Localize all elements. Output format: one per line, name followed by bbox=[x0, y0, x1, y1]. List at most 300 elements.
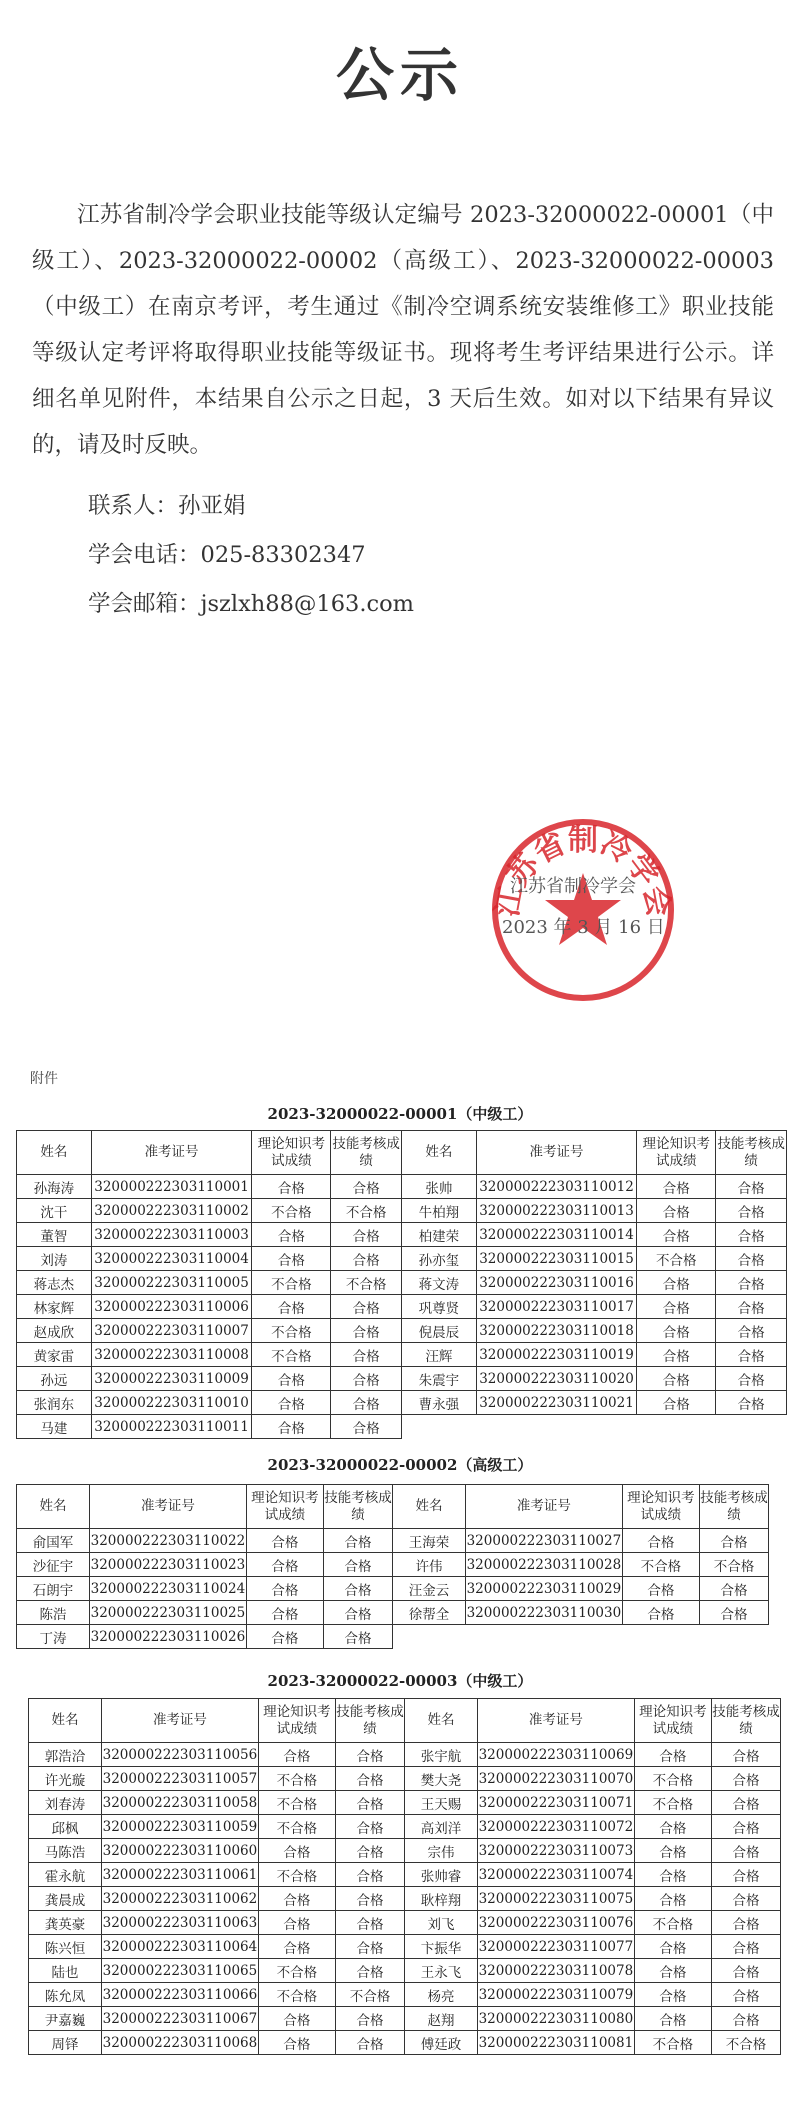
results-table-3 bbox=[28, 1698, 781, 2055]
theory-result: 合格 bbox=[634, 2007, 711, 2031]
candidate-name: 黄家雷 bbox=[17, 1343, 92, 1367]
exam-id: 320000222303110004 bbox=[91, 1247, 251, 1271]
exam-id: 320000222303110003 bbox=[91, 1223, 251, 1247]
empty-cell bbox=[622, 1625, 699, 1649]
exam-id: 320000222303110074 bbox=[478, 1863, 635, 1887]
table-row bbox=[29, 1983, 781, 2007]
empty-cell bbox=[716, 1415, 787, 1439]
candidate-name: 张帅 bbox=[401, 1175, 476, 1199]
candidate-name: 陆也 bbox=[29, 1959, 102, 1983]
theory-result: 不合格 bbox=[252, 1199, 331, 1223]
exam-id: 320000222303110060 bbox=[102, 1839, 259, 1863]
exam-id: 320000222303110011 bbox=[91, 1415, 251, 1439]
exam-id: 320000222303110024 bbox=[90, 1577, 247, 1601]
candidate-name: 曹永强 bbox=[401, 1391, 476, 1415]
table-header-row bbox=[29, 1699, 781, 1743]
skill-result: 合格 bbox=[716, 1319, 787, 1343]
theory-result: 不合格 bbox=[634, 1791, 711, 1815]
column-header: 准考证号 bbox=[102, 1699, 259, 1743]
exam-id: 320000222303110058 bbox=[102, 1791, 259, 1815]
skill-result: 合格 bbox=[324, 1553, 393, 1577]
skill-result: 合格 bbox=[712, 1911, 781, 1935]
table-row bbox=[17, 1625, 769, 1649]
svg-text:江苏省制冷学会: 江苏省制冷学会 bbox=[489, 823, 677, 920]
exam-id: 320000222303110001 bbox=[91, 1175, 251, 1199]
theory-result: 合格 bbox=[637, 1319, 716, 1343]
skill-result: 合格 bbox=[716, 1175, 787, 1199]
exam-id: 320000222303110057 bbox=[102, 1767, 259, 1791]
skill-result: 合格 bbox=[336, 1815, 405, 1839]
skill-result: 合格 bbox=[716, 1295, 787, 1319]
candidate-name: 王天赐 bbox=[404, 1791, 477, 1815]
skill-result: 合格 bbox=[700, 1577, 769, 1601]
exam-id: 320000222303110006 bbox=[91, 1295, 251, 1319]
candidate-name: 杨亮 bbox=[404, 1983, 477, 2007]
theory-result: 合格 bbox=[637, 1343, 716, 1367]
candidate-name: 马陈浩 bbox=[29, 1839, 102, 1863]
table-row bbox=[29, 1959, 781, 1983]
table-row bbox=[17, 1295, 787, 1319]
exam-id: 320000222303110079 bbox=[478, 1983, 635, 2007]
exam-id: 320000222303110063 bbox=[102, 1911, 259, 1935]
table-row bbox=[17, 1247, 787, 1271]
skill-result: 合格 bbox=[336, 1791, 405, 1815]
candidate-name: 樊大尧 bbox=[404, 1767, 477, 1791]
skill-result: 不合格 bbox=[700, 1553, 769, 1577]
exam-id: 320000222303110061 bbox=[102, 1863, 259, 1887]
column-header: 理论知识考试成绩 bbox=[258, 1699, 335, 1743]
column-header: 技能考核成绩 bbox=[331, 1131, 402, 1175]
exam-id: 320000222303110078 bbox=[478, 1959, 635, 1983]
theory-result: 合格 bbox=[258, 1839, 335, 1863]
skill-result: 不合格 bbox=[712, 2031, 781, 2055]
skill-result: 合格 bbox=[712, 1983, 781, 2007]
candidate-name: 赵翔 bbox=[404, 2007, 477, 2031]
exam-id: 320000222303110023 bbox=[90, 1553, 247, 1577]
exam-id: 320000222303110062 bbox=[102, 1887, 259, 1911]
theory-result: 合格 bbox=[252, 1175, 331, 1199]
exam-id: 320000222303110069 bbox=[478, 1743, 635, 1767]
results-table-2 bbox=[16, 1484, 769, 1649]
skill-result: 合格 bbox=[331, 1343, 402, 1367]
theory-result: 合格 bbox=[252, 1367, 331, 1391]
column-header: 理论知识考试成绩 bbox=[637, 1131, 716, 1175]
candidate-name: 林家辉 bbox=[17, 1295, 92, 1319]
skill-result: 合格 bbox=[712, 1839, 781, 1863]
theory-result: 不合格 bbox=[252, 1319, 331, 1343]
candidate-name: 陈允凤 bbox=[29, 1983, 102, 2007]
skill-result: 不合格 bbox=[331, 1199, 402, 1223]
skill-result: 合格 bbox=[331, 1319, 402, 1343]
skill-result: 合格 bbox=[712, 1743, 781, 1767]
column-header: 技能考核成绩 bbox=[716, 1131, 787, 1175]
candidate-name: 石朗宇 bbox=[17, 1577, 90, 1601]
theory-result: 合格 bbox=[252, 1391, 331, 1415]
skill-result: 合格 bbox=[331, 1175, 402, 1199]
skill-result: 合格 bbox=[331, 1391, 402, 1415]
skill-result: 合格 bbox=[700, 1529, 769, 1553]
theory-result: 合格 bbox=[637, 1271, 716, 1295]
exam-id: 320000222303110071 bbox=[478, 1791, 635, 1815]
skill-result: 合格 bbox=[716, 1391, 787, 1415]
skill-result: 合格 bbox=[336, 1935, 405, 1959]
column-header: 准考证号 bbox=[478, 1699, 635, 1743]
exam-id: 320000222303110009 bbox=[91, 1367, 251, 1391]
candidate-name: 汪金云 bbox=[392, 1577, 465, 1601]
theory-result: 合格 bbox=[246, 1553, 323, 1577]
table-row bbox=[17, 1199, 787, 1223]
candidate-name: 霍永航 bbox=[29, 1863, 102, 1887]
candidate-name: 张宇航 bbox=[404, 1743, 477, 1767]
column-header: 理论知识考试成绩 bbox=[634, 1699, 711, 1743]
exam-id: 320000222303110076 bbox=[478, 1911, 635, 1935]
skill-result: 合格 bbox=[331, 1247, 402, 1271]
table-header-row bbox=[17, 1485, 769, 1529]
candidate-name: 俞国军 bbox=[17, 1529, 90, 1553]
table-row bbox=[17, 1175, 787, 1199]
table-row bbox=[17, 1553, 769, 1577]
exam-id: 320000222303110008 bbox=[91, 1343, 251, 1367]
exam-id: 320000222303110066 bbox=[102, 1983, 259, 2007]
theory-result: 合格 bbox=[258, 2007, 335, 2031]
theory-result: 合格 bbox=[252, 1247, 331, 1271]
theory-result: 不合格 bbox=[258, 1815, 335, 1839]
exam-id: 320000222303110056 bbox=[102, 1743, 259, 1767]
skill-result: 合格 bbox=[331, 1295, 402, 1319]
empty-cell bbox=[392, 1625, 465, 1649]
column-header: 姓名 bbox=[29, 1699, 102, 1743]
exam-id: 320000222303110010 bbox=[91, 1391, 251, 1415]
candidate-name: 汪辉 bbox=[401, 1343, 476, 1367]
candidate-name: 赵成欣 bbox=[17, 1319, 92, 1343]
exam-id: 320000222303110026 bbox=[90, 1625, 247, 1649]
column-header: 理论知识考试成绩 bbox=[252, 1131, 331, 1175]
column-header: 技能考核成绩 bbox=[700, 1485, 769, 1529]
exam-id: 320000222303110012 bbox=[476, 1175, 636, 1199]
theory-result: 不合格 bbox=[258, 1791, 335, 1815]
table-row bbox=[29, 1791, 781, 1815]
table-row bbox=[29, 2007, 781, 2031]
skill-result: 不合格 bbox=[331, 1271, 402, 1295]
contact-phone: 学会电话：025-83302347 bbox=[88, 542, 366, 568]
exam-id: 320000222303110064 bbox=[102, 1935, 259, 1959]
column-header: 技能考核成绩 bbox=[712, 1699, 781, 1743]
candidate-name: 巩尊贤 bbox=[401, 1295, 476, 1319]
candidate-name: 马建 bbox=[17, 1415, 92, 1439]
theory-result: 合格 bbox=[634, 1815, 711, 1839]
skill-result: 合格 bbox=[712, 1959, 781, 1983]
exam-id: 320000222303110077 bbox=[478, 1935, 635, 1959]
page-title: 公示 bbox=[335, 41, 464, 109]
candidate-name: 耿梓翔 bbox=[404, 1887, 477, 1911]
skill-result: 合格 bbox=[716, 1223, 787, 1247]
exam-id: 320000222303110065 bbox=[102, 1959, 259, 1983]
candidate-name: 孙远 bbox=[17, 1367, 92, 1391]
table-row bbox=[29, 1767, 781, 1791]
skill-result: 合格 bbox=[331, 1367, 402, 1391]
table-header-row bbox=[17, 1131, 787, 1175]
candidate-name: 张帅睿 bbox=[404, 1863, 477, 1887]
empty-cell bbox=[466, 1625, 623, 1649]
exam-id: 320000222303110021 bbox=[476, 1391, 636, 1415]
column-header: 准考证号 bbox=[466, 1485, 623, 1529]
theory-result: 合格 bbox=[637, 1391, 716, 1415]
theory-result: 合格 bbox=[252, 1223, 331, 1247]
skill-result: 合格 bbox=[331, 1223, 402, 1247]
exam-id: 320000222303110017 bbox=[476, 1295, 636, 1319]
seal-stamp-icon bbox=[488, 815, 678, 1005]
section-title-1: 2023-32000022-00001（中级工） bbox=[267, 1105, 533, 1123]
theory-result: 合格 bbox=[634, 1887, 711, 1911]
table-row bbox=[17, 1319, 787, 1343]
skill-result: 合格 bbox=[336, 2007, 405, 2031]
exam-id: 320000222303110002 bbox=[91, 1199, 251, 1223]
theory-result: 合格 bbox=[637, 1295, 716, 1319]
skill-result: 合格 bbox=[336, 1959, 405, 1983]
skill-result: 合格 bbox=[324, 1577, 393, 1601]
theory-result: 合格 bbox=[246, 1577, 323, 1601]
theory-result: 合格 bbox=[634, 1935, 711, 1959]
skill-result: 合格 bbox=[324, 1601, 393, 1625]
candidate-name: 柏建荣 bbox=[401, 1223, 476, 1247]
seal-org-name: 江苏省制冷学会 bbox=[510, 876, 636, 897]
exam-id: 320000222303110073 bbox=[478, 1839, 635, 1863]
table-row bbox=[29, 1839, 781, 1863]
exam-id: 320000222303110020 bbox=[476, 1367, 636, 1391]
skill-result: 合格 bbox=[716, 1343, 787, 1367]
skill-result: 合格 bbox=[324, 1529, 393, 1553]
theory-result: 合格 bbox=[258, 2031, 335, 2055]
skill-result: 合格 bbox=[712, 1791, 781, 1815]
theory-result: 合格 bbox=[246, 1601, 323, 1625]
empty-cell bbox=[401, 1415, 476, 1439]
candidate-name: 刘春涛 bbox=[29, 1791, 102, 1815]
exam-id: 320000222303110005 bbox=[91, 1271, 251, 1295]
section-title-2: 2023-32000022-00002（高级工） bbox=[267, 1456, 533, 1474]
skill-result: 合格 bbox=[336, 1839, 405, 1863]
exam-id: 320000222303110007 bbox=[91, 1319, 251, 1343]
column-header: 姓名 bbox=[17, 1131, 92, 1175]
empty-cell bbox=[700, 1625, 769, 1649]
exam-id: 320000222303110014 bbox=[476, 1223, 636, 1247]
theory-result: 不合格 bbox=[258, 1863, 335, 1887]
column-header: 理论知识考试成绩 bbox=[622, 1485, 699, 1529]
table-row bbox=[29, 1911, 781, 1935]
exam-id: 320000222303110029 bbox=[466, 1577, 623, 1601]
candidate-name: 王永飞 bbox=[404, 1959, 477, 1983]
exam-id: 320000222303110072 bbox=[478, 1815, 635, 1839]
candidate-name: 孙海涛 bbox=[17, 1175, 92, 1199]
column-header: 准考证号 bbox=[90, 1485, 247, 1529]
candidate-name: 高刘洋 bbox=[404, 1815, 477, 1839]
announcement-paragraph: 江苏省制冷学会职业技能等级认定编号 2023-32000022-00001（中级工）、2023-32000022-00002（高级工）、2023-32000022-00003（中级工）在南京考评，考生通过《制冷空调系统安装维修工》职业技能等级认定考评将取得职业技能等级证书。现将考生考评结果进行公示。详细名单见附件，本结果自公示之日起，3 天后生效。如对以下结果有异议的，请及时反映。 bbox=[32, 202, 774, 458]
table-row bbox=[29, 2031, 781, 2055]
theory-result: 不合格 bbox=[258, 1767, 335, 1791]
table-row bbox=[17, 1529, 769, 1553]
candidate-name: 徐帮全 bbox=[392, 1601, 465, 1625]
candidate-name: 沙征宇 bbox=[17, 1553, 90, 1577]
exam-id: 320000222303110067 bbox=[102, 2007, 259, 2031]
candidate-name: 刘飞 bbox=[404, 1911, 477, 1935]
column-header: 技能考核成绩 bbox=[336, 1699, 405, 1743]
theory-result: 合格 bbox=[258, 1911, 335, 1935]
candidate-name: 尹嘉巍 bbox=[29, 2007, 102, 2031]
candidate-name: 许光璇 bbox=[29, 1767, 102, 1791]
skill-result: 合格 bbox=[712, 1863, 781, 1887]
skill-result: 合格 bbox=[331, 1415, 402, 1439]
exam-id: 320000222303110070 bbox=[478, 1767, 635, 1791]
table-row bbox=[17, 1223, 787, 1247]
exam-id: 320000222303110025 bbox=[90, 1601, 247, 1625]
theory-result: 合格 bbox=[634, 1959, 711, 1983]
column-header: 准考证号 bbox=[476, 1131, 636, 1175]
column-header: 技能考核成绩 bbox=[324, 1485, 393, 1529]
exam-id: 320000222303110080 bbox=[478, 2007, 635, 2031]
candidate-name: 宗伟 bbox=[404, 1839, 477, 1863]
results-table-1 bbox=[16, 1130, 787, 1439]
table-row bbox=[17, 1343, 787, 1367]
table-row bbox=[17, 1367, 787, 1391]
candidate-name: 陈兴恒 bbox=[29, 1935, 102, 1959]
theory-result: 合格 bbox=[252, 1295, 331, 1319]
theory-result: 不合格 bbox=[252, 1343, 331, 1367]
candidate-name: 倪晨辰 bbox=[401, 1319, 476, 1343]
skill-result: 合格 bbox=[712, 1935, 781, 1959]
skill-result: 合格 bbox=[324, 1625, 393, 1649]
theory-result: 不合格 bbox=[252, 1271, 331, 1295]
skill-result: 合格 bbox=[712, 1887, 781, 1911]
theory-result: 不合格 bbox=[258, 1959, 335, 1983]
theory-result: 合格 bbox=[634, 1743, 711, 1767]
skill-result: 合格 bbox=[336, 1863, 405, 1887]
candidate-name: 傅廷政 bbox=[404, 2031, 477, 2055]
candidate-name: 龚晨成 bbox=[29, 1887, 102, 1911]
theory-result: 合格 bbox=[246, 1529, 323, 1553]
candidate-name: 刘涛 bbox=[17, 1247, 92, 1271]
candidate-name: 郭浩洽 bbox=[29, 1743, 102, 1767]
candidate-name: 丁涛 bbox=[17, 1625, 90, 1649]
skill-result: 合格 bbox=[716, 1199, 787, 1223]
table-row bbox=[17, 1601, 769, 1625]
seal-date: 2023 年 3 月 16 日 bbox=[502, 917, 665, 938]
column-header: 姓名 bbox=[392, 1485, 465, 1529]
theory-result: 合格 bbox=[258, 1887, 335, 1911]
theory-result: 不合格 bbox=[634, 1911, 711, 1935]
theory-result: 合格 bbox=[634, 1863, 711, 1887]
exam-id: 320000222303110018 bbox=[476, 1319, 636, 1343]
exam-id: 320000222303110022 bbox=[90, 1529, 247, 1553]
candidate-name: 王海荣 bbox=[392, 1529, 465, 1553]
candidate-name: 董智 bbox=[17, 1223, 92, 1247]
column-header: 姓名 bbox=[404, 1699, 477, 1743]
theory-result: 合格 bbox=[258, 1743, 335, 1767]
announcement-body bbox=[32, 192, 774, 468]
candidate-name: 牛柏翔 bbox=[401, 1199, 476, 1223]
table-row bbox=[17, 1271, 787, 1295]
theory-result: 不合格 bbox=[637, 1247, 716, 1271]
empty-cell bbox=[637, 1415, 716, 1439]
exam-id: 320000222303110016 bbox=[476, 1271, 636, 1295]
theory-result: 合格 bbox=[258, 1935, 335, 1959]
table-row bbox=[17, 1391, 787, 1415]
column-header: 姓名 bbox=[401, 1131, 476, 1175]
theory-result: 合格 bbox=[634, 1983, 711, 2007]
attachment-label: 附件 bbox=[30, 1071, 58, 1087]
candidate-name: 朱震宇 bbox=[401, 1367, 476, 1391]
exam-id: 320000222303110075 bbox=[478, 1887, 635, 1911]
theory-result: 不合格 bbox=[258, 1983, 335, 2007]
skill-result: 合格 bbox=[712, 2007, 781, 2031]
theory-result: 不合格 bbox=[634, 1767, 711, 1791]
skill-result: 合格 bbox=[716, 1367, 787, 1391]
empty-cell bbox=[476, 1415, 636, 1439]
exam-id: 320000222303110013 bbox=[476, 1199, 636, 1223]
theory-result: 合格 bbox=[637, 1223, 716, 1247]
candidate-name: 沈干 bbox=[17, 1199, 92, 1223]
table-row bbox=[29, 1887, 781, 1911]
candidate-name: 蒋文涛 bbox=[401, 1271, 476, 1295]
candidate-name: 张润东 bbox=[17, 1391, 92, 1415]
section-title-3: 2023-32000022-00003（中级工） bbox=[267, 1672, 533, 1690]
column-header: 理论知识考试成绩 bbox=[246, 1485, 323, 1529]
table-row bbox=[29, 1743, 781, 1767]
theory-result: 不合格 bbox=[622, 1553, 699, 1577]
exam-id: 320000222303110019 bbox=[476, 1343, 636, 1367]
skill-result: 合格 bbox=[336, 1911, 405, 1935]
theory-result: 合格 bbox=[637, 1175, 716, 1199]
candidate-name: 龚英豪 bbox=[29, 1911, 102, 1935]
exam-id: 320000222303110027 bbox=[466, 1529, 623, 1553]
exam-id: 320000222303110028 bbox=[466, 1553, 623, 1577]
skill-result: 合格 bbox=[700, 1601, 769, 1625]
official-seal bbox=[488, 815, 678, 1005]
theory-result: 合格 bbox=[637, 1199, 716, 1223]
contact-person: 联系人：孙亚娟 bbox=[88, 493, 246, 519]
skill-result: 合格 bbox=[712, 1767, 781, 1791]
skill-result: 合格 bbox=[336, 1743, 405, 1767]
column-header: 姓名 bbox=[17, 1485, 90, 1529]
theory-result: 合格 bbox=[246, 1625, 323, 1649]
skill-result: 合格 bbox=[716, 1247, 787, 1271]
exam-id: 320000222303110030 bbox=[466, 1601, 623, 1625]
theory-result: 不合格 bbox=[634, 2031, 711, 2055]
candidate-name: 邱枫 bbox=[29, 1815, 102, 1839]
contact-email: 学会邮箱：jszlxh88@163.com bbox=[88, 591, 414, 617]
skill-result: 合格 bbox=[336, 2031, 405, 2055]
table-row bbox=[17, 1577, 769, 1601]
exam-id: 320000222303110059 bbox=[102, 1815, 259, 1839]
candidate-name: 陈浩 bbox=[17, 1601, 90, 1625]
candidate-name: 周铎 bbox=[29, 2031, 102, 2055]
exam-id: 320000222303110068 bbox=[102, 2031, 259, 2055]
theory-result: 合格 bbox=[634, 1839, 711, 1863]
table-row bbox=[29, 1863, 781, 1887]
table-row bbox=[17, 1415, 787, 1439]
candidate-name: 孙亦玺 bbox=[401, 1247, 476, 1271]
theory-result: 合格 bbox=[622, 1601, 699, 1625]
theory-result: 合格 bbox=[622, 1529, 699, 1553]
candidate-name: 蒋志杰 bbox=[17, 1271, 92, 1295]
exam-id: 320000222303110081 bbox=[478, 2031, 635, 2055]
theory-result: 合格 bbox=[252, 1415, 331, 1439]
skill-result: 合格 bbox=[716, 1271, 787, 1295]
theory-result: 合格 bbox=[637, 1367, 716, 1391]
table-row bbox=[29, 1935, 781, 1959]
table-row bbox=[29, 1815, 781, 1839]
column-header: 准考证号 bbox=[91, 1131, 251, 1175]
skill-result: 不合格 bbox=[336, 1983, 405, 2007]
skill-result: 合格 bbox=[336, 1767, 405, 1791]
